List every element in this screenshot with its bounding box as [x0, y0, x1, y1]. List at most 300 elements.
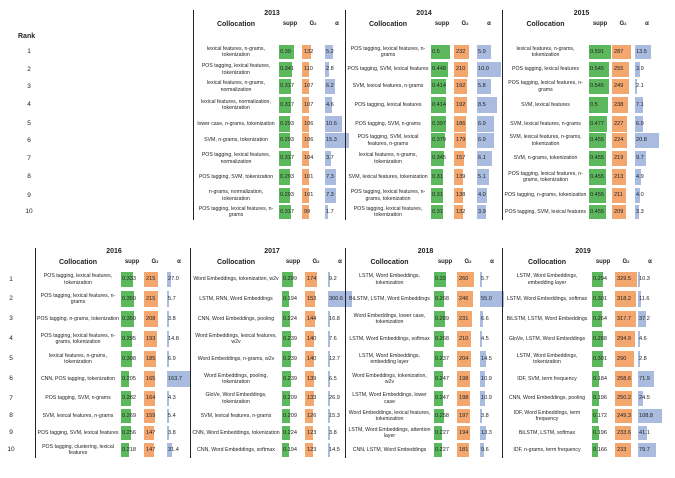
collocation-cell: GloVe, Word Embeddings, tokenization	[205, 392, 267, 405]
alpha-value: 7.3	[326, 192, 334, 198]
column-header-g2	[612, 21, 634, 27]
g2-value: 123	[307, 446, 317, 453]
g2-value: 329.5	[617, 276, 631, 282]
alpha-value: 163.7	[168, 375, 182, 382]
alpha-value: 5.7	[481, 276, 489, 282]
alpha-value: 6.5	[329, 375, 337, 382]
collocation-cell: IDF, Word Embeddings, term frequency	[513, 409, 581, 422]
alpha-value: 6.2	[326, 83, 334, 89]
collocation-cell: CNN, LSTM, Word Embeddings	[352, 446, 427, 453]
collocation-cell: SVM, lexical features, n-grams	[42, 412, 114, 419]
g2-value: 318.2	[617, 295, 631, 302]
rank-label: 7	[9, 394, 13, 402]
alpha-value: 15.3	[329, 412, 340, 419]
collocation-cell: POS tagging, SVM, n-grams	[45, 395, 111, 402]
g2-value: 138	[456, 192, 466, 198]
alpha-value: 4.0	[478, 192, 486, 198]
table-divider	[35, 248, 36, 458]
supp-value: 0.227	[435, 429, 449, 436]
collocation-cell: GloVe, LSTM, Word Embeddings	[508, 335, 586, 342]
supp-value: 0.184	[593, 375, 607, 382]
supp-value: 0.455	[590, 137, 604, 143]
rank-label: 3	[27, 82, 31, 90]
alpha-value: 4.5	[481, 335, 489, 342]
alpha-value: 6.9	[478, 137, 486, 143]
g2-value: 232	[456, 48, 466, 55]
supp-value: 0.317	[280, 208, 294, 215]
g2-value: 215	[146, 295, 156, 302]
g2-value: 159	[146, 412, 156, 419]
rank-label: 4	[27, 101, 31, 108]
alpha-value: 5.2	[326, 48, 334, 55]
alpha-value: 7.1	[636, 101, 644, 108]
g2-header-superscript: 2	[314, 21, 317, 26]
g2-value: 250.2	[617, 395, 631, 401]
g2-value: 140	[307, 355, 317, 362]
year-title: 2013	[264, 10, 280, 17]
g2-value: 107	[304, 101, 314, 108]
g2-value: 294.9	[617, 335, 631, 342]
supp-value: 0.172	[593, 412, 607, 419]
column-header-alpha: α	[645, 21, 649, 27]
g2-value: 211	[614, 192, 623, 198]
g2-value: 99	[304, 208, 311, 215]
collocation-cell: CNN, Word Embeddings, softmax	[197, 446, 275, 453]
supp-value: 0.31	[432, 173, 443, 180]
supp-value: 0.247	[435, 375, 449, 382]
g2-value: 317.7	[617, 315, 631, 322]
g2-value: 106	[304, 137, 314, 143]
g2-value: 147	[146, 446, 156, 453]
g2-value: 147	[146, 429, 156, 436]
rank-label: 8	[9, 412, 13, 419]
g2-header-text: G	[622, 259, 628, 265]
collocation-cell: Word Embeddings, tokenization, w2v	[352, 372, 427, 385]
rank-label: 5	[9, 355, 13, 362]
g2-value: 186	[456, 120, 466, 127]
collocation-cell: LSTM, Word Embeddings, softmax	[349, 335, 430, 342]
rank-label: 9	[27, 191, 31, 199]
collocation-cell: POS tagging, SVM, n-grams	[355, 120, 421, 127]
alpha-value: 8.5	[478, 101, 486, 108]
alpha-value: 11.6	[639, 295, 650, 302]
year-title: 2014	[416, 10, 432, 17]
g2-value: 133	[307, 395, 317, 401]
supp-value: 0.205	[122, 375, 136, 382]
alpha-value: 55.0	[481, 295, 492, 302]
g2-value: 238	[614, 101, 624, 108]
g2-value: 210	[459, 335, 469, 342]
supp-value: 0.293	[280, 120, 294, 127]
g2-value: 194	[459, 429, 469, 436]
g2-value: 153	[307, 295, 317, 302]
table-divider	[190, 248, 191, 458]
alpha-value: 9.6	[481, 446, 489, 453]
supp-value: 0.31	[432, 208, 443, 215]
collocation-cell: LSTM, Word Embeddings, embedding layer	[359, 352, 420, 365]
supp-value: 0.268	[435, 295, 449, 302]
alpha-value: 31.4	[168, 446, 179, 453]
g2-header-text: G	[461, 21, 467, 27]
collocation-cell: POS tagging, SVM, lexical features	[37, 429, 119, 436]
g2-header-text: G	[312, 259, 318, 265]
rank-label: 1	[9, 275, 13, 283]
alpha-value: 37.2	[639, 315, 650, 322]
supp-value: 0.545	[590, 83, 604, 89]
supp-value: 0.293	[280, 173, 294, 180]
alpha-value: 5.7	[168, 295, 176, 302]
table-divider	[502, 248, 503, 458]
collocation-cell: lexical features, normalization, tokenization	[201, 98, 271, 111]
collocation-cell: POS tagging, SVM, lexical features	[347, 66, 429, 73]
collocation-cell: Word Embeddings, pooling, tokenization	[204, 372, 268, 385]
alpha-value: 15.3	[326, 137, 337, 143]
supp-value: 0.379	[432, 137, 446, 143]
column-header-supp: supp	[595, 259, 611, 265]
g2-value: 165	[146, 375, 156, 382]
column-header-alpha: α	[487, 21, 491, 27]
year-title: 2016	[106, 248, 122, 255]
g2-value: 140	[307, 335, 317, 342]
g2-value: 204	[459, 355, 469, 362]
alpha-value: 10.9	[481, 375, 492, 382]
alpha-value: 2.8	[639, 355, 647, 362]
supp-value: 0.317	[280, 155, 294, 161]
g2-value: 260	[459, 276, 469, 282]
column-header-collocation: Collocation	[368, 21, 408, 28]
g2-value: 110	[304, 66, 313, 72]
supp-value: 0.194	[283, 446, 297, 453]
g2-header-text: G	[464, 259, 470, 265]
table-divider	[345, 10, 346, 220]
alpha-value: 71.9	[639, 375, 650, 382]
supp-value: 0.196	[593, 395, 607, 401]
alpha-value: 13.5	[636, 48, 647, 55]
table-divider	[193, 10, 194, 220]
alpha-value: 2.1	[636, 83, 644, 89]
alpha-value: 5.8	[478, 83, 486, 89]
supp-value: 0.359	[122, 315, 136, 322]
alpha-value: 9.2	[329, 276, 337, 282]
collocation-cell: POS tagging, SVM, lexical features, n-grams	[357, 134, 419, 147]
g2-value: 193	[146, 335, 156, 342]
collocation-cell: IDF, n-grams, term frequency	[513, 446, 581, 453]
supp-value: 0.239	[283, 375, 297, 382]
supp-value: 0.196	[593, 429, 607, 436]
supp-value: 0.341	[280, 66, 294, 72]
supp-value: 0.5	[590, 101, 598, 108]
year-title: 2015	[573, 10, 590, 17]
g2-header-superscript: 2	[156, 259, 159, 264]
g2-value: 139	[456, 173, 466, 180]
collocation-cell: n-grams, normalization, tokenization	[208, 189, 264, 202]
column-header-supp: supp	[285, 259, 301, 265]
g2-header-superscript: 2	[624, 21, 627, 26]
supp-value: 0.288	[593, 335, 607, 342]
g2-value: 290	[617, 355, 627, 362]
alpha-value: 14.5	[481, 355, 492, 362]
collocation-cell: Word Embeddings, n-grams, w2v	[197, 355, 275, 362]
supp-value: 0.239	[283, 335, 297, 342]
alpha-value: 7.6	[329, 335, 337, 342]
supp-value: 0.317	[280, 83, 294, 89]
g2-value: 101	[304, 173, 314, 180]
column-header-g2	[144, 259, 166, 265]
collocation-cell: POS tagging, clustering, lexical features	[42, 443, 114, 456]
column-header-g2	[615, 259, 637, 265]
rank-label: 3	[9, 315, 13, 322]
g2-header-superscript: 2	[469, 259, 472, 264]
column-header-g2	[457, 259, 479, 265]
supp-value: 0.209	[283, 395, 297, 401]
collocation-cell: LSTM, Word Embeddings, softmax	[506, 295, 588, 302]
g2-value: 213	[614, 173, 624, 180]
alpha-value: 6.9	[478, 120, 486, 127]
collocation-cell: lexical features, n-grams, tokenization	[359, 152, 417, 165]
supp-value: 0.317	[280, 101, 294, 108]
alpha-value: 4.6	[639, 335, 647, 342]
alpha-value: 4.6	[326, 101, 334, 108]
alpha-value: 3.8	[329, 429, 337, 436]
alpha-value: 12.7	[329, 355, 340, 362]
supp-value: 0.239	[283, 355, 297, 362]
collocation-cell: POS tagging, lexical features, tokenization	[353, 205, 423, 218]
alpha-value: 10.9	[481, 395, 492, 401]
g2-header-superscript: 2	[466, 21, 469, 26]
supp-value: 0.247	[435, 395, 449, 401]
g2-value: 123	[307, 429, 317, 436]
g2-header-text: G	[151, 259, 157, 265]
alpha-value: 6.9	[636, 120, 644, 127]
collocation-cell: SVM, lexical features, n-grams	[510, 120, 581, 127]
g2-value: 287	[614, 48, 624, 55]
collocation-cell: LSTM, Word Embeddings, tokenization	[359, 273, 420, 286]
collocation-cell: POS tagging, lexical features, n-grams	[508, 80, 583, 93]
g2-value: 258.6	[617, 375, 631, 382]
supp-value: 0.301	[593, 295, 607, 302]
g2-value: 185	[146, 355, 156, 362]
g2-value: 132	[456, 208, 466, 215]
year-title: 2019	[575, 248, 591, 255]
collocation-cell: CNN, Word Embeddings, tokenization	[192, 429, 280, 436]
collocation-cell: POS tagging, lexical features	[512, 66, 579, 73]
g2-value: 224	[614, 137, 624, 143]
rank-label: 2	[9, 295, 13, 302]
supp-value: 0.293	[280, 192, 294, 198]
supp-value: 0.293	[280, 137, 294, 143]
supp-value: 0.166	[593, 446, 607, 453]
supp-value: 0.397	[432, 120, 446, 127]
column-header-collocation: Collocation	[527, 259, 567, 266]
collocation-cell: POS tagging, lexical features, tokenization	[201, 63, 271, 76]
column-header-collocation: Collocation	[526, 21, 565, 28]
collocation-cell: LSTM, Word Embeddings, embedding layer	[516, 273, 578, 286]
alpha-value: 5.4	[168, 412, 176, 419]
g2-value: 181	[459, 446, 469, 453]
collocation-cell: POS tagging, lexical features, normalization	[201, 152, 271, 165]
collocation-cell: CNN, POS tagging, tokenization	[40, 375, 116, 382]
g2-value: 227	[614, 120, 624, 127]
g2-value: 126	[307, 412, 317, 419]
alpha-value: 26.9	[329, 395, 340, 401]
alpha-value: 4.9	[636, 173, 644, 180]
year-title: 2018	[417, 248, 434, 255]
supp-value: 0.5	[432, 48, 440, 55]
g2-value: 144	[307, 315, 317, 322]
collocation-cell: BiLSTM, LSTM, softmax	[518, 429, 576, 436]
collocation-cell: lexical features, n-grams, tokenization	[516, 45, 575, 58]
rank-label: 5	[27, 120, 31, 127]
alpha-value: 6.1	[478, 155, 486, 161]
collocation-cell: POS tagging, n-grams, tokenization	[37, 315, 119, 322]
alpha-value: 5.1	[478, 173, 486, 180]
alpha-value: 24.5	[639, 395, 650, 401]
g2-value: 197	[459, 412, 469, 419]
g2-value: 106	[304, 120, 314, 127]
supp-value: 0.448	[432, 66, 446, 72]
column-header-alpha: α	[490, 259, 494, 265]
g2-value: 107	[304, 83, 314, 89]
rank-label: 6	[9, 375, 13, 382]
supp-value: 0.264	[593, 315, 607, 322]
supp-value: 0.282	[122, 395, 136, 401]
column-header-g2	[454, 21, 476, 27]
supp-value: 0.299	[283, 276, 297, 282]
supp-value: 0.455	[590, 208, 604, 215]
column-header-alpha: α	[648, 259, 652, 265]
supp-value: 0.237	[435, 355, 449, 362]
collocation-cell: POS tagging, lexical features, n-grams, tokenization	[508, 170, 583, 183]
alpha-value: 41.1	[639, 429, 650, 436]
alpha-value: 14.5	[329, 446, 340, 453]
collocation-cell: POS tagging, lexical features	[354, 101, 422, 108]
supp-value: 0.224	[283, 429, 297, 436]
g2-header-superscript: 2	[317, 259, 320, 264]
table-divider	[502, 10, 503, 220]
g2-value: 198	[459, 375, 469, 382]
g2-value: 233.6	[617, 429, 631, 436]
g2-value: 174	[307, 276, 317, 282]
table-divider	[345, 248, 346, 458]
collocation-cell: SVM, lexical features, n-grams, tokenization	[509, 134, 582, 147]
g2-value: 104	[304, 155, 314, 161]
supp-value: 0.545	[590, 66, 604, 72]
alpha-value: 300.6	[329, 295, 343, 302]
supp-value: 0.455	[590, 173, 604, 180]
rank-header: Rank	[18, 33, 36, 40]
collocation-cell: SVM, lexical features, tokenization	[348, 173, 428, 180]
alpha-value: 3.9	[478, 208, 486, 215]
supp-value: 0.301	[593, 355, 607, 362]
g2-value: 101	[304, 192, 314, 198]
collocation-cell: POS tagging, lexical features, n-grams, tokenization	[350, 189, 426, 202]
collocation-cell: CNN, Word Embeddings, pooling	[197, 315, 275, 322]
alpha-value: 6.6	[481, 315, 489, 322]
supp-value: 0.359	[122, 295, 136, 302]
supp-value: 0.414	[432, 101, 446, 108]
alpha-value: 16.8	[329, 315, 340, 322]
supp-value: 0.256	[122, 429, 136, 436]
alpha-value: 13.3	[481, 429, 492, 436]
rank-label: 4	[9, 335, 13, 342]
collocation-cell: LSTM, Word Embeddings, tokenization	[516, 352, 578, 365]
collocation-cell: Word Embeddings, lexical features, w2v	[195, 332, 277, 345]
g2-value: 192	[456, 83, 466, 89]
rank-label: 7	[27, 154, 31, 162]
collocation-cell: POS tagging, SVM, lexical features	[504, 208, 587, 215]
alpha-value: 4.0	[636, 192, 644, 198]
column-header-collocation: Collocation	[58, 259, 98, 266]
column-header-supp: supp	[434, 21, 450, 27]
collocation-cell: BiLSTM, LSTM, Word Embeddings	[506, 315, 588, 322]
supp-value: 0.414	[432, 83, 446, 89]
supp-value: 0.209	[283, 412, 297, 419]
supp-value: 0.294	[593, 276, 607, 282]
alpha-value: 1.7	[326, 208, 334, 215]
collocation-cell: IDF, SVM, term frequency	[517, 375, 577, 382]
collocation-cell: CNN, Word Embeddings, pooling	[508, 395, 586, 402]
collocation-cell: POS tagging, lexical features, n-grams, tokenization	[40, 332, 116, 345]
g2-value: 179	[456, 137, 466, 143]
collocation-cell: lexical features, n-grams, tokenization	[49, 352, 107, 365]
alpha-value: 2.8	[326, 66, 334, 72]
g2-value: 164	[146, 395, 156, 401]
g2-value: 210	[456, 66, 466, 72]
supp-value: 0.224	[283, 315, 297, 322]
rank-label: 2	[27, 65, 31, 73]
rank-label: 9	[9, 429, 13, 436]
alpha-value: 3.8	[168, 429, 176, 436]
supp-value: 0.477	[590, 120, 604, 127]
collocation-cell: Word Embeddings, lexical features, tokenization	[348, 409, 431, 422]
supp-value: 0.455	[590, 155, 604, 161]
g2-value: 249	[614, 83, 624, 89]
g2-value: 231	[459, 315, 469, 322]
alpha-value: 3.9	[636, 66, 644, 72]
column-header-supp: supp	[124, 259, 140, 265]
g2-value: 157	[456, 155, 466, 161]
collocation-cell: POS tagging, lexical features, n-grams	[198, 205, 274, 218]
supp-value: 0.194	[283, 295, 297, 302]
supp-value: 0.268	[435, 335, 449, 342]
collocation-cell: SVM, lexical features, n-grams	[200, 412, 272, 419]
alpha-value: 3.7	[326, 155, 334, 161]
collocation-cell: Word Embeddings, lower case, tokenization	[353, 312, 426, 325]
alpha-value: 27.0	[168, 276, 179, 282]
collocation-cell: SVM, lexical features	[521, 101, 570, 108]
collocation-cell: LSTM, Word Embeddings, attention layer	[348, 426, 431, 439]
alpha-value: 10.6	[326, 120, 337, 127]
supp-value: 0.345	[432, 155, 446, 161]
g2-value: 249.3	[617, 412, 631, 419]
column-header-collocation: Collocation	[370, 259, 409, 266]
alpha-value: 3.3	[636, 208, 644, 215]
collocation-cell: SVM, n-grams, tokenization	[204, 137, 268, 144]
alpha-value: 3.8	[481, 412, 489, 419]
g2-value: 219	[614, 155, 624, 161]
column-header-collocation: Collocation	[216, 259, 256, 266]
column-header-alpha: α	[335, 21, 339, 27]
supp-value: 0.39	[280, 48, 291, 55]
column-header-supp: supp	[437, 259, 453, 265]
supp-value: 0.333	[122, 276, 136, 282]
g2-header-text: G	[309, 21, 315, 27]
supp-value: 0.295	[122, 335, 136, 342]
supp-value: 0.591	[590, 48, 604, 55]
collocation-cell: SVM, lexical features, n-grams	[352, 83, 424, 90]
alpha-value: 9.7	[636, 155, 644, 161]
g2-value: 215	[146, 276, 156, 282]
